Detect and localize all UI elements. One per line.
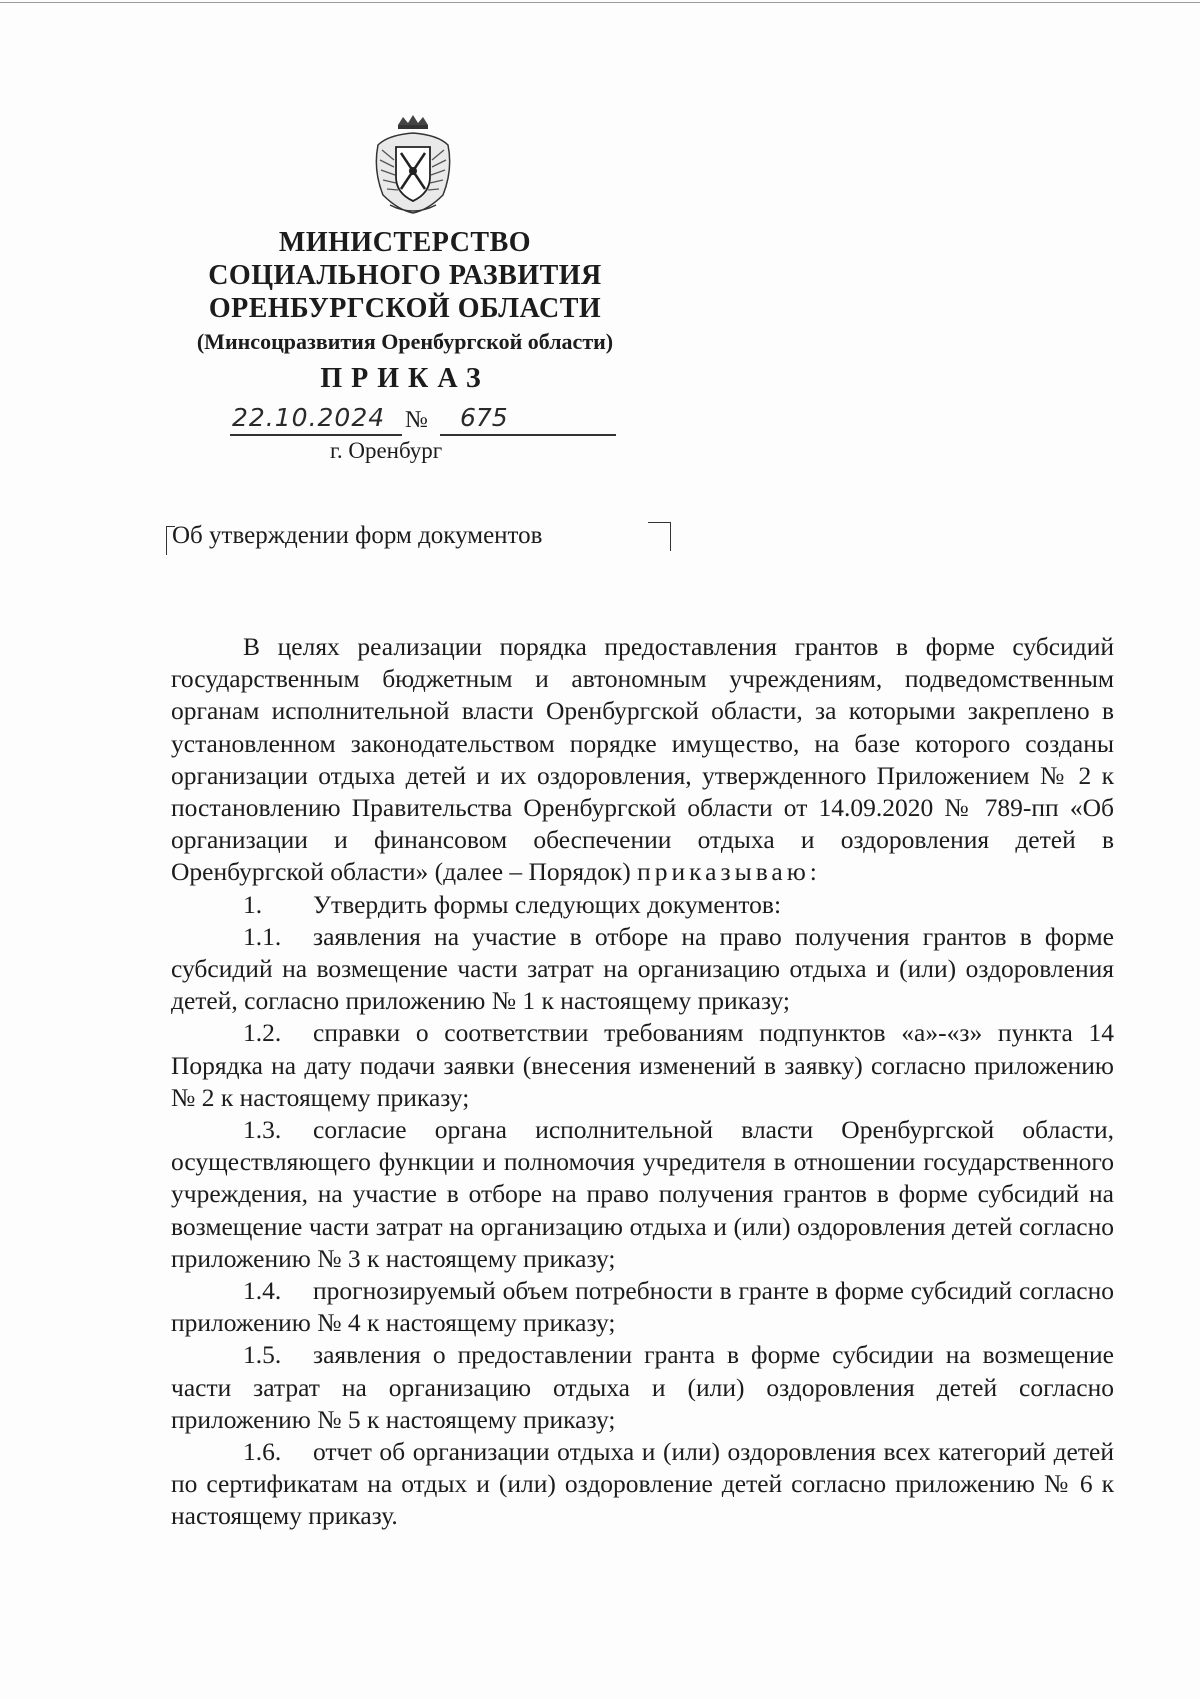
list-item bbox=[171, 921, 1114, 1018]
item-text: заявления на участие в отборе на право получения грантов в форме субсидий на возмещение части затрат на организацию отдыха и (или) оздоровления детей, согласно приложению № 1 к настоящему приказу; bbox=[171, 921, 1114, 1016]
coat-of-arms-icon bbox=[368, 115, 458, 220]
list-item bbox=[171, 1114, 1114, 1275]
subject-block bbox=[166, 522, 671, 556]
org-line-3: ОРЕНБУРГСКОЙ ОБЛАСТИ bbox=[208, 293, 602, 324]
list-item bbox=[171, 1339, 1114, 1436]
organization-name bbox=[160, 226, 650, 357]
item-number: 1. bbox=[243, 889, 263, 919]
order-title: ПРИКАЗ bbox=[320, 363, 490, 394]
item-text: Утвердить формы следующих документов: bbox=[313, 889, 782, 919]
item-text: отчет об организации отдыха и (или) оздоровления всех категорий детей по сертификатам на отдых и (или) оздоровление детей согласно приложению № 6 к настоящему приказу. bbox=[171, 1437, 1114, 1531]
subject-text: Об утверждении форм документов bbox=[172, 522, 543, 549]
date-number-line bbox=[230, 403, 615, 437]
number-sign: № bbox=[405, 407, 428, 433]
item-text: заявления о предоставлении гранта в форме субсидии на возмещение части затрат на организацию отдыха и (или) оздоровления детей согласно приложению № 5 к настоящему приказу; bbox=[171, 1340, 1114, 1434]
item-text: прогнозируемый объем потребности в гранте в форме субсидий согласно приложению № 4 к настоящему приказу; bbox=[171, 1276, 1114, 1338]
org-line-1: МИНИСТЕРСТВО bbox=[278, 227, 532, 258]
org-line-2: СОЦИАЛЬНОГО РАЗВИТИЯ bbox=[208, 260, 602, 291]
handwritten-date: 22.10.2024 bbox=[232, 403, 386, 432]
handwritten-number: 675 bbox=[460, 403, 508, 432]
item-number: 1.1. bbox=[243, 921, 282, 951]
item-number: 1.6. bbox=[243, 1437, 282, 1467]
subject-bracket-right bbox=[648, 522, 671, 551]
preamble-text: В целях реализации порядка предоставления грантов в форме субсидий государственным бюджетным и автономным учреждениям, подведомственным органам исполнительной власти Оренбургской области, за которыми закреплено в установленном законодательством порядке имущество, на базе которого созданы организации отдыха детей и их оздоровления, утвержденного Приложением № 2 к постановлению Правительства Оренбургской области от 14.09.2020 № 789-пп «Об организации и финансовом обеспечении отдыха и оздоровления детей в Оренбургской области» (далее – Порядок) bbox=[171, 632, 1114, 887]
list-item bbox=[171, 1275, 1114, 1339]
list-item bbox=[171, 1017, 1114, 1114]
preamble-paragraph bbox=[171, 631, 1114, 889]
decree-word: приказываю: bbox=[637, 857, 821, 887]
city: г. Оренбург bbox=[330, 438, 443, 463]
item-text: справки о соответствии требованиям подпунктов «а»-«з» пункта 14 Порядка на дату подачи заявки (внесения изменений в заявку) согласно приложению № 2 к настоящему приказу; bbox=[171, 1018, 1114, 1112]
org-short-name: (Минсоцразвития Оренбургской области) bbox=[196, 329, 614, 354]
item-text: согласие органа исполнительной власти Оренбургской области, осуществляющего функции и полномочия учредителя в отношении государственного учреждения, на участие в отборе на право получения грантов в форме субсидий на возмещение части затрат на организацию отдыха и (или) оздоровления детей согласно приложению № 3 к настоящему приказу; bbox=[171, 1115, 1114, 1273]
item-number: 1.5. bbox=[243, 1340, 282, 1370]
item-number: 1.4. bbox=[243, 1276, 282, 1306]
page-top-edge bbox=[0, 2, 1200, 3]
item-number: 1.2. bbox=[243, 1018, 282, 1048]
number-underline bbox=[440, 434, 616, 436]
list-item bbox=[171, 1436, 1114, 1533]
date-underline bbox=[230, 434, 402, 436]
item-number: 1.3. bbox=[243, 1115, 282, 1145]
document-body bbox=[171, 631, 1114, 1533]
list-item bbox=[171, 889, 1114, 921]
